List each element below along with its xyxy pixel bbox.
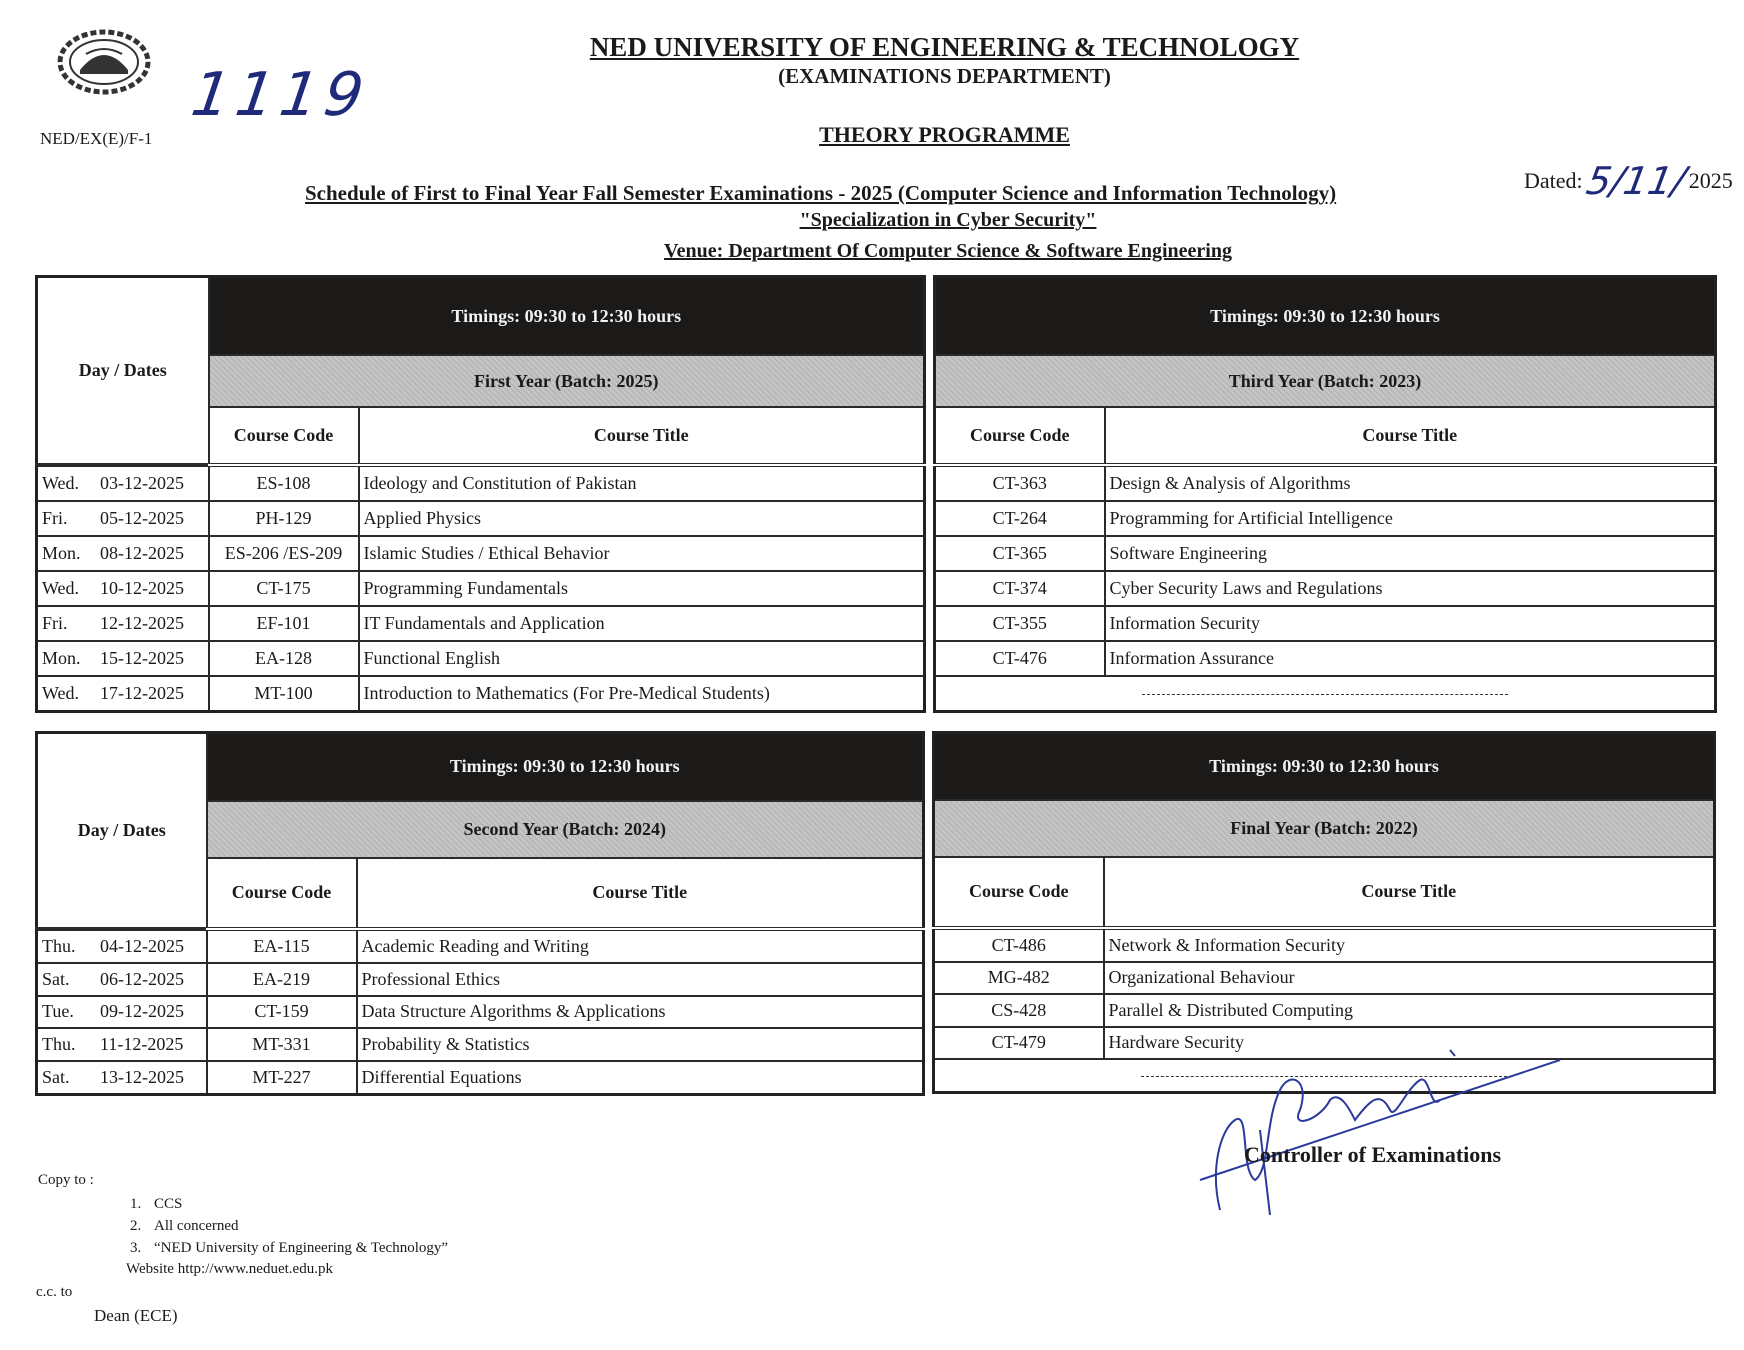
exam-day: Mon. — [42, 543, 81, 564]
exam-day: Wed. — [42, 578, 80, 598]
exam-date-value: 09-12-2025 — [100, 1001, 184, 1022]
exam-date-value: 15-12-2025 — [100, 647, 184, 668]
course-code: CT-486 — [934, 928, 1104, 962]
item-text: “NED University of Engineering & Technology” — [154, 1240, 449, 1256]
course-title: Programming Fundamentals — [359, 571, 925, 606]
exam-date — [37, 996, 207, 1029]
course-code: EA-128 — [209, 641, 359, 676]
exam-date-value: 12-12-2025 — [100, 612, 184, 633]
table-row — [37, 536, 925, 571]
exam-date — [37, 676, 209, 712]
exam-day: Fri. — [42, 508, 68, 529]
item-number: 2. — [130, 1218, 142, 1234]
copy-to-label: Copy to : — [38, 1172, 94, 1188]
cc-recipient: Dean (ECE) — [94, 1306, 178, 1325]
course-code: MT-100 — [209, 676, 359, 712]
exam-day: Sat. — [42, 968, 70, 989]
timings-header: Timings: 09:30 to 12:30 hours — [207, 733, 924, 801]
table-row — [37, 1061, 924, 1094]
course-code: PH-129 — [209, 501, 359, 536]
table-row — [37, 501, 925, 536]
exam-date-value: 17-12-2025 — [100, 682, 184, 703]
university-title — [0, 32, 1744, 63]
department-title — [0, 64, 1744, 89]
course-title: Programming for Artificial Intelligence — [1105, 501, 1716, 536]
course-title: Parallel & Distributed Computing — [1104, 994, 1715, 1027]
course-title-header: Course Title — [1104, 857, 1715, 928]
exam-date-value: 03-12-2025 — [100, 472, 184, 493]
course-code: MT-227 — [207, 1061, 357, 1094]
table-row — [37, 641, 925, 676]
exam-date-value: 08-12-2025 — [100, 543, 184, 564]
exam-date — [37, 571, 209, 606]
exam-day: Thu. — [42, 935, 76, 956]
copy-to-item — [130, 1193, 448, 1215]
exam-day: Tue. — [42, 1001, 74, 1022]
exam-day: Wed. — [42, 682, 80, 703]
table-row — [935, 501, 1716, 536]
dated-handwritten: 5/11/ — [1582, 159, 1689, 203]
course-code: CT-479 — [934, 1027, 1104, 1060]
table-row — [37, 571, 925, 606]
exam-date-value: 04-12-2025 — [100, 935, 184, 956]
controller-of-examinations: Controller of Examinations — [1244, 1142, 1502, 1167]
handwritten-reference-number: 1119 — [187, 60, 374, 130]
exam-date-value: 11-12-2025 — [100, 1034, 184, 1055]
course-title: Software Engineering — [1105, 536, 1716, 571]
exam-day: Mon. — [42, 647, 81, 668]
course-code: CT-175 — [209, 571, 359, 606]
table-row — [37, 996, 924, 1029]
signature — [1180, 1030, 1580, 1220]
course-title: Professional Ethics — [357, 963, 924, 996]
course-code-header: Course Code — [209, 407, 359, 465]
copy-to-item — [130, 1237, 448, 1259]
item-text: CCS — [154, 1196, 183, 1212]
venue-title — [0, 240, 1744, 263]
dated-line — [1524, 153, 1733, 203]
course-code: MT-331 — [207, 1028, 357, 1061]
course-code: CT-374 — [935, 571, 1105, 606]
exam-date — [37, 536, 209, 571]
course-code: MG-482 — [934, 962, 1104, 995]
exam-date-value: 06-12-2025 — [100, 968, 184, 989]
exam-date — [37, 465, 209, 501]
course-code: ES-206 /ES-209 — [209, 536, 359, 571]
day-dates-header: Day / Dates — [37, 733, 207, 929]
university-title-text: NED UNIVERSITY OF ENGINEERING & TECHNOLOGY — [589, 32, 1300, 62]
course-title: Applied Physics — [359, 501, 925, 536]
exam-date — [37, 501, 209, 536]
course-title: Organizational Behaviour — [1104, 962, 1715, 995]
course-code: ES-108 — [209, 465, 359, 501]
course-title: Design & Analysis of Algorithms — [1105, 465, 1716, 501]
course-title: Network & Information Security — [1104, 928, 1715, 962]
item-number: 1. — [130, 1196, 142, 1212]
programme-title-text: THEORY PROGRAMME — [819, 122, 1070, 147]
exam-date — [37, 641, 209, 676]
table-row — [935, 606, 1716, 641]
course-title: Information Assurance — [1105, 641, 1716, 676]
course-title: IT Fundamentals and Application — [359, 606, 925, 641]
exam-date — [37, 963, 207, 996]
course-code: CS-428 — [934, 994, 1104, 1027]
table-row — [935, 465, 1716, 501]
timings-header: Timings: 09:30 to 12:30 hours — [934, 733, 1715, 801]
course-code: EA-219 — [207, 963, 357, 996]
exam-date — [37, 929, 207, 963]
year-header: First Year (Batch: 2025) — [209, 355, 925, 407]
exam-date — [37, 1061, 207, 1094]
table-row — [37, 963, 924, 996]
course-code: CT-363 — [935, 465, 1105, 501]
first-year-table — [35, 275, 926, 713]
course-code: CT-264 — [935, 501, 1105, 536]
table-row — [935, 536, 1716, 571]
item-text: All concerned — [154, 1218, 239, 1234]
table-row — [934, 928, 1715, 962]
table-row — [37, 465, 925, 501]
course-title: Hardware Security — [1104, 1027, 1715, 1060]
exam-date-value: 13-12-2025 — [100, 1067, 184, 1087]
exam-day: Fri. — [42, 612, 68, 633]
copy-to-list — [130, 1193, 448, 1259]
table-row — [37, 929, 924, 963]
exam-date — [37, 606, 209, 641]
item-number: 3. — [130, 1240, 142, 1256]
course-code: CT-365 — [935, 536, 1105, 571]
year-header: Third Year (Batch: 2023) — [935, 355, 1716, 407]
programme-title — [0, 122, 1744, 148]
course-code-header: Course Code — [934, 857, 1104, 928]
dated-year: 2025 — [1688, 168, 1733, 193]
course-code: CT-355 — [935, 606, 1105, 641]
course-title: Functional English — [359, 641, 925, 676]
course-title: Ideology and Constitution of Pakistan — [359, 465, 925, 501]
course-title: Academic Reading and Writing — [357, 929, 924, 963]
course-code: EA-115 — [207, 929, 357, 963]
timings-header: Timings: 09:30 to 12:30 hours — [209, 277, 925, 356]
table-row — [935, 571, 1716, 606]
copy-to-item — [130, 1215, 448, 1237]
course-title: Cyber Security Laws and Regulations — [1105, 571, 1716, 606]
course-code-header: Course Code — [207, 858, 357, 929]
exam-date-value: 10-12-2025 — [100, 578, 184, 598]
exam-date — [37, 1028, 207, 1061]
schedule-title: Schedule of First to Final Year Fall Semester Examinations - 2025 (Computer Science and Information Technology) — [305, 181, 1337, 205]
course-code: EF-101 — [209, 606, 359, 641]
blank-placeholder — [935, 676, 1716, 712]
course-code: CT-159 — [207, 996, 357, 1029]
cc-label: c.c. to — [36, 1284, 73, 1300]
day-dates-header: Day / Dates — [37, 277, 209, 465]
course-title: Data Structure Algorithms & Applications — [357, 996, 924, 1029]
form-number: NED/EX(E)/F-1 — [40, 129, 153, 148]
specialization-title — [0, 209, 1744, 232]
course-code: CT-476 — [935, 641, 1105, 676]
specialization-text: "Specialization in Cyber Security" — [799, 209, 1097, 231]
course-title: Differential Equations — [357, 1061, 924, 1094]
dated-label: Dated: — [1524, 168, 1583, 193]
course-title-header: Course Title — [1105, 407, 1716, 465]
exam-date-value: 05-12-2025 — [100, 508, 184, 529]
department-title-text: (EXAMINATIONS DEPARTMENT) — [778, 64, 1111, 88]
timings-header: Timings: 09:30 to 12:30 hours — [935, 277, 1716, 356]
exam-day: Sat. — [42, 1067, 70, 1087]
table-row — [934, 962, 1715, 995]
third-year-table — [933, 275, 1717, 713]
exam-day: Wed. — [42, 472, 80, 493]
table-row — [37, 676, 925, 712]
table-row — [37, 606, 925, 641]
exam-day: Thu. — [42, 1034, 76, 1055]
course-title: Introduction to Mathematics (For Pre-Medical Students) — [359, 676, 925, 712]
dashed-line — [1142, 694, 1508, 695]
course-title: Islamic Studies / Ethical Behavior — [359, 536, 925, 571]
course-title: Information Security — [1105, 606, 1716, 641]
year-header: Second Year (Batch: 2024) — [207, 801, 924, 858]
course-title-header: Course Title — [357, 858, 924, 929]
course-code-header: Course Code — [935, 407, 1105, 465]
year-header: Final Year (Batch: 2022) — [934, 800, 1715, 857]
website-link[interactable]: Website http://www.neduet.edu.pk — [126, 1261, 333, 1277]
venue-text: Venue: Department Of Computer Science & Software Engineering — [664, 240, 1232, 262]
table-row — [37, 1028, 924, 1061]
empty-row — [935, 676, 1716, 712]
second-year-table — [35, 731, 925, 1096]
table-row — [935, 641, 1716, 676]
course-title-header: Course Title — [359, 407, 925, 465]
course-title: Probability & Statistics — [357, 1028, 924, 1061]
table-row — [934, 994, 1715, 1027]
